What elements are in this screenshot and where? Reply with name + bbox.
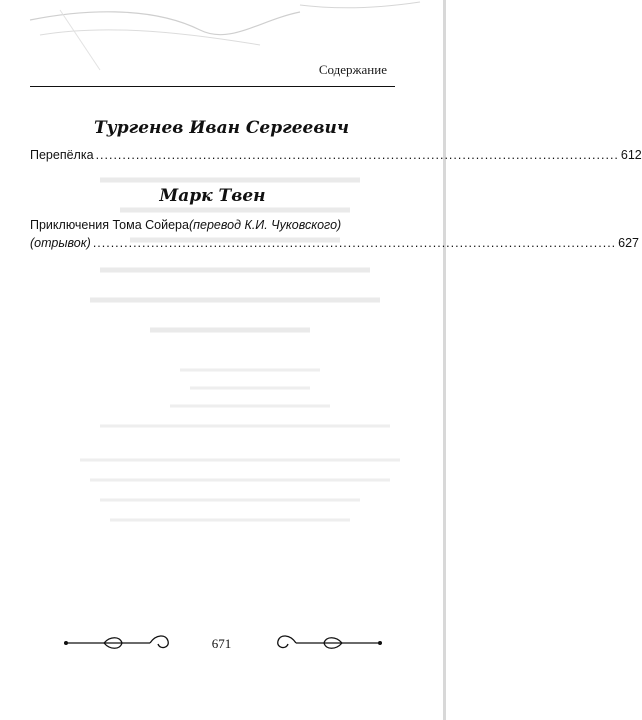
toc-entry[interactable] (30, 148, 642, 162)
toc-entry-title: Приключения Тома Сойера (30, 218, 189, 232)
author-heading-twain: Марк Твен (159, 186, 266, 206)
leader-dots: ..................................................................................................................... (92, 236, 617, 250)
toc-entry-title-note: (перевод К.И. Чуковского) (188, 218, 342, 232)
toc-entry-title-note: (отрывок) (30, 236, 91, 250)
author-heading-turgenev: Тургенев Иван Сергеевич (93, 118, 350, 138)
toc-entry-page: 612 (620, 148, 642, 162)
toc-entry-page: 627 (618, 236, 640, 250)
leader-dots: ..................................................................................................................... (95, 148, 619, 162)
page-number: 671 (211, 636, 232, 651)
toc-entry-continuation[interactable] (30, 236, 640, 250)
running-head: Содержание (318, 62, 387, 77)
header-rule (30, 86, 395, 87)
toc-entry[interactable] (30, 218, 395, 232)
toc-entry-title: Перепёлка (30, 148, 94, 162)
